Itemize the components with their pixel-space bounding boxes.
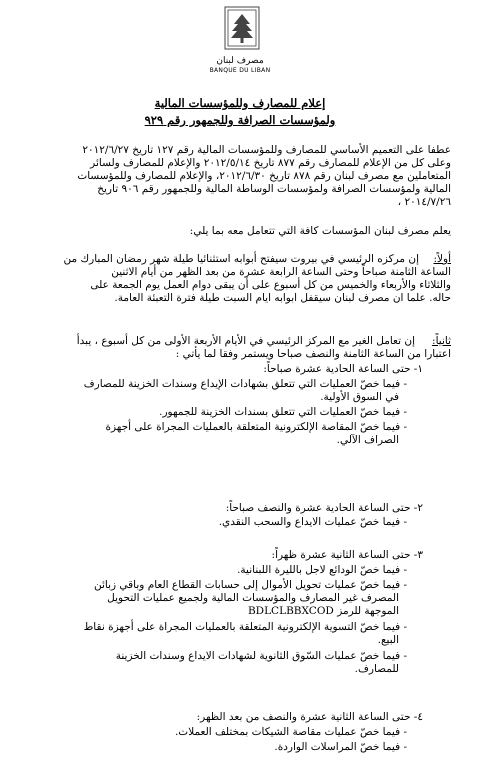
list-item: - فيما خصّ العمليات التي تتعلق بشهادات الإيداع وسندات الخزينة للمصارف bbox=[84, 378, 407, 391]
section-heading: ١- حتى الساعة الحادية عشرة صباحاً: bbox=[263, 363, 423, 375]
cedar-logo-icon bbox=[224, 6, 260, 50]
list-item-continuation: الصراف الآلي. bbox=[336, 434, 399, 446]
list-item-continuation: الموجهة للرمز BDLCLBBXCOD bbox=[247, 605, 399, 617]
document-title-line-2: ولمؤسسات الصرافة وللجمهور رقم ٩٢٩ bbox=[144, 113, 336, 127]
section-heading: ٣- حتى الساعة الثانية عشرة ظهراً: bbox=[271, 549, 423, 561]
list-item: - فيما خصّ المقاصة الإلكترونية المتعلقة بالعمليات المجراة على أجهزة bbox=[105, 421, 407, 434]
list-item: - فيما خصّ التسوية الإلكترونية المتعلقة بالعمليات المجراة على أجهزة نقاط bbox=[84, 621, 407, 634]
intro-line: المالية ولمؤسسات الصرافة ولمؤسسات الوساطة المالية وللجمهور رقم ٩٠٦ تاريخ bbox=[97, 183, 451, 195]
second-line: اعتبارا من الساعة الثامنة والنصف صباحا ويستمر وفقا لما يأتي : bbox=[175, 348, 451, 360]
first-line: الساعة الثامنة صباحاً وحتى الساعة الرابعة عشرة من بعد الظهر من أيام الاثنين bbox=[111, 266, 451, 278]
second-line: إن تعامل الغير مع المركز الرئيسي في الأيام الأربعة الأولى من كل أسبوع ، يبدأ bbox=[76, 335, 415, 347]
section-heading: ٢- حتى الساعة الحادية عشرة والنصف صباحاً: bbox=[225, 502, 423, 514]
list-item: - فيما خصّ المراسلات الواردة. bbox=[274, 741, 407, 754]
second-label: ثانياً: bbox=[432, 335, 451, 347]
intro-line: المتعاملين مع مصرف لبنان رقم ٨٧٨ تاريخ ٢٠١٢/٦/٣٠، والإعلام للمصارف وللمؤسسات bbox=[77, 170, 451, 182]
first-line: إن مركزه الرئيسي في بيروت سيفتح أبوابه استثنائيا طيلة شهر رمضان المبارك من bbox=[63, 253, 419, 265]
notice-line: يعلم مصرف لبنان المؤسسات كافة التي تتعامل معه بما يلي: bbox=[189, 225, 451, 237]
first-line: حاله. علما ان مصرف لبنان سيقفل ابوابه ايام السبت طيلة فترة التعبئة العامة. bbox=[114, 292, 451, 304]
intro-line: ٢٠١٤/٧/٢٦ ، bbox=[397, 196, 451, 208]
list-item: - فيما خصّ الودائع لاجل بالليرة اللبنانية. bbox=[237, 564, 407, 577]
list-item: - فيما خصّ عمليات مقاصة الشيكات بمختلف العملات. bbox=[175, 726, 407, 739]
list-item-continuation: للمصارف. bbox=[354, 663, 399, 675]
section-heading: ٤- حتى الساعة الثانية عشرة والنصف من بعد الظهر: bbox=[196, 711, 423, 723]
list-item: - فيما خصّ عمليات الايداع والسحب النقدي. bbox=[219, 516, 407, 529]
bank-name-english: BANQUE DU LIBAN bbox=[209, 67, 271, 74]
document-title-line-1: إعلام للمصارف وللمؤسسات المالية bbox=[154, 96, 326, 110]
list-item-continuation: البيع. bbox=[377, 634, 399, 646]
list-item: - فيما خصّ العمليات التي تتعلق بسندات الخزينة للجمهور. bbox=[159, 406, 407, 419]
intro-line: عطفا على التعميم الأساسي للمصارف وللمؤسسات المالية رقم ١٢٧ تاريخ ٢٠١٢/٦/٢٧ bbox=[82, 144, 451, 156]
intro-line: وعلى كل من الإعلام للمصارف رقم ٨٧٧ تاريخ ٢٠١٢/٥/١٤ والإعلام للمصارف ولسائر bbox=[90, 157, 451, 169]
bank-name-arabic: مصرف لبنان bbox=[216, 56, 264, 66]
first-line: والثلاثاء والأربعاء والخميس من كل أسبوع على أن يبقى دوام العمل يوم الجمعة على bbox=[90, 279, 451, 291]
list-item-continuation: في السوق الأولية. bbox=[320, 391, 399, 403]
list-item: - فيما خصّ عمليات تحويل الأموال إلى حسابات القطاع العام وباقي زبائن bbox=[94, 579, 407, 592]
list-item-continuation: المصرف غير المصارف والمؤسسات المالية ولجميع عمليات التحويل bbox=[107, 592, 399, 604]
first-label: أولاً: bbox=[433, 253, 451, 265]
list-item: - فيما خصّ عمليات السّوق الثانوية لشهادات الايداع وسندات الخزينة bbox=[116, 650, 407, 663]
